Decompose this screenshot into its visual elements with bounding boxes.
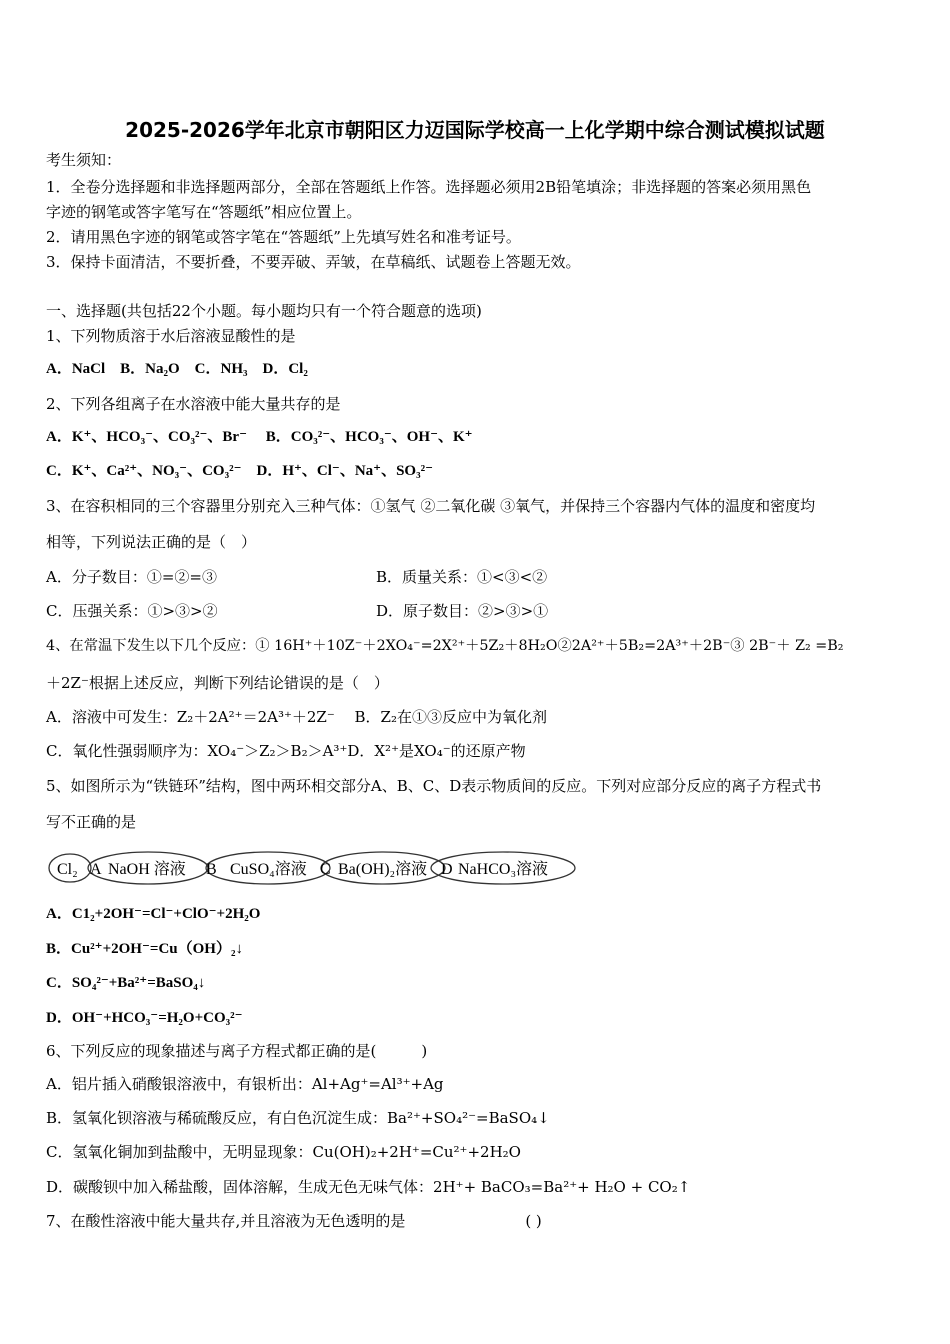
q2-options-ab: A．K⁺、HCO₃⁻、CO₃²⁻、Br⁻ B．CO₃²⁻、HCO₃⁻、OH⁻、K⁺ [46, 429, 473, 445]
joint-label: D [441, 861, 453, 878]
q1-stem: 1、下列物质溶于水后溶液显酸性的是 [46, 327, 296, 345]
ring-label: Cl₂ [57, 861, 78, 878]
q6-option-b: B．氢氧化钡溶液与稀硫酸反应，有白色沉淀生成：Ba²⁺+SO₄²⁻=BaSO₄↓ [46, 1109, 550, 1127]
section-heading: 一、选择题(共包括22个小题。每小题均只有一个符合题意的选项) [46, 302, 482, 320]
q5-option-c: C．SO₄²⁻+Ba²⁺=BaSO₄↓ [46, 975, 206, 991]
q6-option-c: C．氢氧化铜加到盐酸中，无明显现象：Cu(OH)₂+2H⁺=Cu²⁺+2H₂O [46, 1143, 521, 1161]
notice-item: 2．请用黑色字迹的钢笔或答字笔在“答题纸”上先填写姓名和准考证号。 [46, 228, 521, 246]
q4-stem-cont: ＋2Z⁻根据上述反应，判断下列结论错误的是（ ） [46, 674, 389, 692]
q4-options-cd: C．氧化性强弱顺序为：XO₄⁻＞Z₂＞B₂＞A³⁺D．X²⁺是XO₄⁻的还原产物 [46, 742, 526, 760]
q3-option-a: A．分子数目：①=②=③ [46, 568, 217, 586]
page-title: 2025-2026学年北京市朝阳区力迈国际学校高一上化学期中综合测试模拟试题 [125, 118, 825, 142]
q6-option-d: D．碳酸钡中加入稀盐酸，固体溶解，生成无色无味气体：2H⁺+ BaCO₃=Ba²⁺+ H₂O + CO₂↑ [46, 1178, 691, 1196]
q5-option-b: B．Cu²⁺+2OH⁻=Cu（OH）₂↓ [46, 941, 243, 957]
q4-stem: 4、在常温下发生以下几个反应：① 16H⁺＋10Z⁻＋2XO₄⁻=2X²⁺＋5Z₂＋8H₂O②2A²⁺＋5B₂=2A³⁺＋2B⁻③ 2B⁻＋ Z₂ =B₂ [46, 638, 844, 654]
q3-option-c: C．压强关系：①>③>② [46, 602, 218, 620]
ring-label: NaHCO₃溶液 [458, 861, 549, 878]
joint-label: A [90, 861, 102, 878]
notice-item: 字迹的钢笔或答字笔写在“答题纸”相应位置上。 [46, 203, 362, 221]
q6-stem: 6、下列反应的现象描述与离子方程式都正确的是( ) [46, 1042, 428, 1060]
q5-stem-cont: 写不正确的是 [46, 813, 137, 831]
ring-label: Ba(OH)₂溶液 [338, 861, 428, 878]
q3-option-b: B．质量关系：①<③<② [376, 568, 548, 586]
q2-options-cd: C．K⁺、Ca²⁺、NO₃⁻、CO₃²⁻ D．H⁺、Cl⁻、Na⁺、SO₃²⁻ [46, 463, 433, 479]
notice-item: 3．保持卡面清洁，不要折叠，不要弄破、弄皱，在草稿纸、试题卷上答题无效。 [46, 253, 581, 271]
ring-label: CuSO₄溶液 [230, 861, 307, 878]
notice-heading: 考生须知： [46, 151, 122, 169]
q6-option-a: A．铝片插入硝酸银溶液中，有银析出：Al+Ag⁺=Al³⁺+Ag [46, 1075, 444, 1093]
q5-stem: 5、如图所示为“铁链环”结构，图中两环相交部分A、B、C、D表示物质间的反应。下列对应部分反应的离子方程式书 [46, 777, 822, 795]
joint-label: C [320, 861, 331, 878]
q3-option-d: D．原子数目：②>③>① [376, 602, 549, 620]
iron-chain-diagram [48, 850, 578, 886]
q4-options-ab: A．溶液中可发生：Z₂＋2A²⁺＝2A³⁺＋2Z⁻ B．Z₂在①③反应中为氧化剂 [46, 708, 547, 726]
notice-item: 1．全卷分选择题和非选择题两部分，全部在答题纸上作答。选择题必须用2B铅笔填涂；非选择题的答案必须用黑色 [46, 178, 812, 196]
q7-stem: 7、在酸性溶液中能大量共存,并且溶液为无色透明的是 ( ) [46, 1212, 542, 1230]
q2-stem: 2、下列各组离子在水溶液中能大量共存的是 [46, 395, 341, 413]
q3-stem-cont: 相等，下列说法正确的是（ ） [46, 533, 257, 551]
q5-option-d: D．OH⁻+HCO₃⁻=H₂O+CO₃²⁻ [46, 1010, 243, 1026]
ring-label: NaOH 溶液 [108, 861, 186, 878]
q5-option-a: A．C1₂+2OH⁻=Cl⁻+ClO⁻+2H₂O [46, 906, 261, 922]
joint-label: B [206, 861, 217, 878]
q1-options: A．NaCl B．Na₂O C．NH₃ D．Cl₂ [46, 361, 308, 377]
q3-stem: 3、在容积相同的三个容器里分别充入三种气体：①氢气 ②二氧化碳 ③氧气，并保持三个容器内气体的温度和密度均 [46, 497, 816, 515]
